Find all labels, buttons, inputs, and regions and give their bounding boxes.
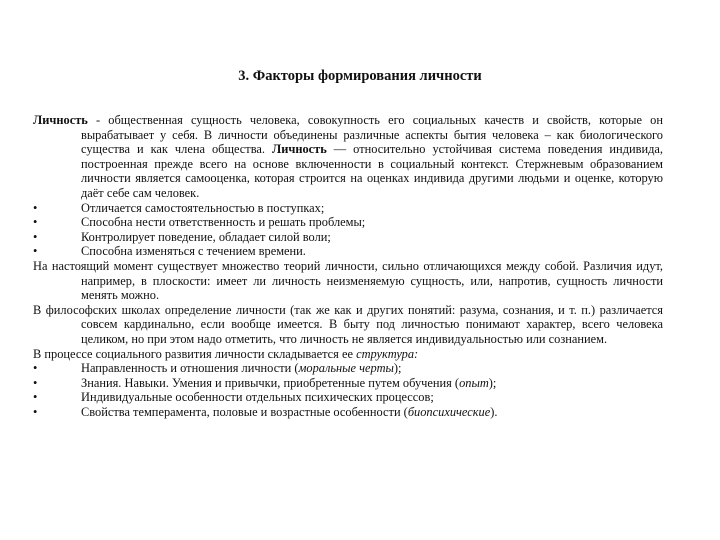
- bullet-icon: •: [33, 215, 38, 230]
- bullet-icon: •: [33, 390, 38, 405]
- trait-item: [33, 230, 663, 245]
- intro-text: - общественная сущность человека, совокупность его социальных качеств и свойств, которые он вырабатывает у себя. В личности объединены различные аспекты бытия человека – как биологического существа и как члена общества.: [81, 113, 663, 157]
- bullet-icon: •: [33, 361, 38, 376]
- trait-text: Способна нести ответственность и решать проблемы;: [81, 215, 366, 230]
- structure-item: [33, 405, 663, 420]
- page-title: 3. Факторы формирования личности: [238, 68, 482, 84]
- trait-text: Отличается самостоятельностью в поступках;: [81, 200, 325, 215]
- term-personality: Личность: [33, 113, 88, 127]
- structure-item-text: Свойства темперамента, половые и возрастные особенности (: [81, 404, 408, 419]
- structure-intro: [33, 347, 663, 362]
- structure-item-tail: );: [488, 375, 497, 390]
- structure-item: [33, 390, 663, 405]
- structure-item-emph: моральные черты: [298, 361, 394, 376]
- bullet-icon: •: [33, 229, 38, 244]
- theories-paragraph: На настоящий момент существует множество теорий личности, сильно отличающихся между собой. Различия идут, например, в плоскости: имеет ли личность неизменяемую сущность, или, напротив, сущность личности менять можно.: [33, 258, 663, 303]
- structure-intro-text: В процессе социального развития личности складывается ее: [33, 346, 357, 361]
- structure-item: [33, 376, 663, 391]
- trait-text: Контролирует поведение, обладает силой воли;: [81, 229, 331, 244]
- bullet-icon: •: [33, 200, 38, 215]
- document-body: [33, 113, 663, 419]
- bullet-icon: •: [33, 244, 38, 259]
- bullet-icon: •: [33, 375, 38, 390]
- intro-text-2: — относительно устойчивая система поведения индивида, построенная прежде всего на основе включенности в социальный контекст. Стержневым образованием личности является самооценка, которая строится на оценках индивида другими людьми и оценке, которую даёт себе сам человек.: [81, 142, 664, 200]
- trait-text: Способна изменяться с течением времени.: [81, 244, 306, 259]
- structure-item-emph: опыт: [459, 375, 489, 390]
- structure-item-tail: ).: [490, 404, 498, 419]
- structure-item-text: Направленность и отношения личности (: [81, 361, 299, 376]
- structure-item-text: Индивидуальные особенности отдельных психических процессов;: [81, 390, 434, 405]
- trait-item: [33, 244, 663, 259]
- structure-item-text: Знания. Навыки. Умения и привычки, приобретенные путем обучения (: [81, 375, 460, 390]
- structure-item: [33, 361, 663, 376]
- schools-paragraph: В философских школах определение личности (так же как и других понятий: разума, сознания, и т. п.) различается совсем кардинально, если вообще имеется. В быту под личностью понимают характер, всего человека целиком, но при этом надо отметить, что личность не является индивидуальностью или сознанием.: [33, 302, 663, 346]
- structure-item-tail: );: [393, 361, 402, 376]
- trait-item: [33, 201, 663, 216]
- term-personality-2: Личность: [271, 142, 327, 157]
- bullet-icon: •: [33, 404, 38, 419]
- intro-paragraph: [33, 113, 663, 201]
- trait-item: [33, 215, 663, 230]
- structure-term: структура:: [356, 346, 419, 361]
- structure-item-emph: биопсихические: [407, 404, 491, 419]
